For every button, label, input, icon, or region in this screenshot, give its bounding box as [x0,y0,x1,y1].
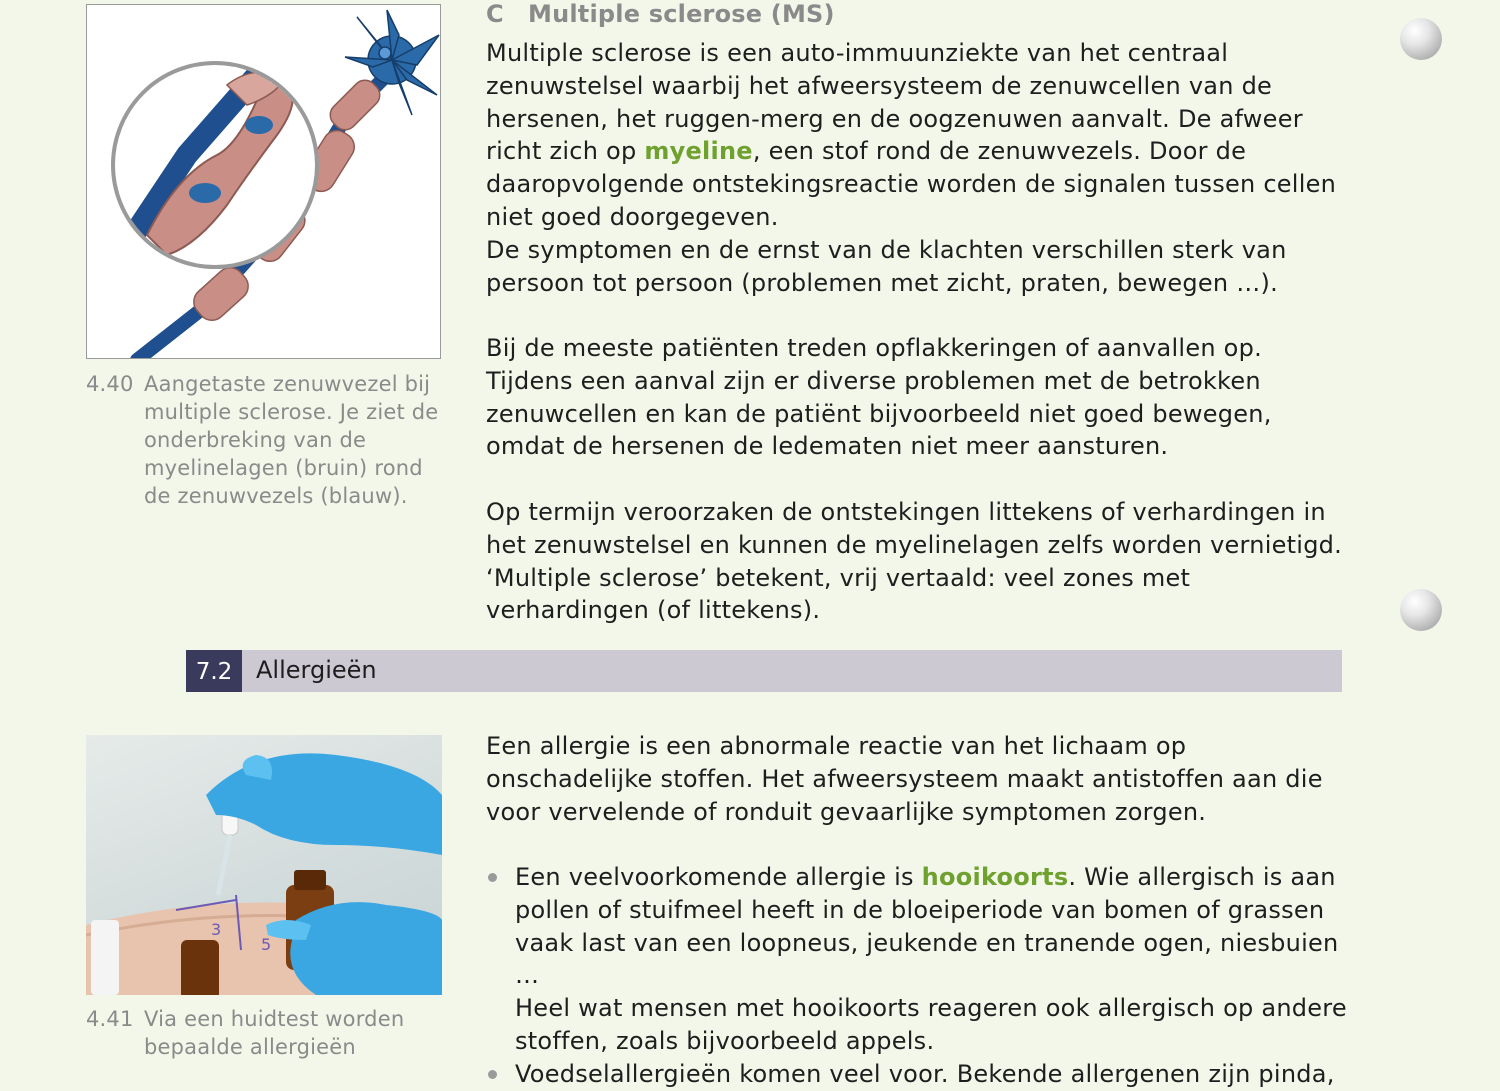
chapter-number: 7.2 [186,650,242,692]
binder-hole-top [1400,18,1442,60]
figure-4-40-caption [86,370,446,510]
allergy-intro: Een allergie is een abnormale reactie van het lichaam op onschadelijke stoffen. Het afweersysteem maakt antistoffen aan die voor vervelende of ronduit gevaarlijke symptomen zorgen. [486,732,1323,826]
nerve-fiber-illustration [87,5,441,359]
figure-skin-test [86,735,442,995]
svg-text:3: 3 [211,920,222,939]
ms-paragraph-1: Multiple sclerose is een auto-immuunziekte van het centraal zenuwstelsel waarbij het afweersysteem de zenuwcellen van de hersenen, het ruggen-merg en de oogzenuwen aanvalt. De afweer richt zich op myeline, een stof rond de zenuwvezels. Door de daaropvolgende ontstekingsreactie worden de signalen tussen cellen niet goed doorgegeven. [486,39,1337,231]
section-letter: C [486,0,504,28]
term-myeline: myeline [644,137,753,166]
figure-number: 4.41 [86,1007,134,1031]
section-title: Multiple sclerose (MS) [528,0,835,28]
bullet-dot [488,1070,497,1079]
list-item: Voedselallergieën komen veel voor. Bekende allergenen zijn pinda, [486,1058,1356,1091]
allergy-bullet-list [486,861,1356,1091]
figure-caption-text: Via een huidtest worden bepaalde allergieën [144,1007,405,1059]
list-item: Een veelvoorkomende allergie is hooikoorts. Wie allergisch is aan pollen of stuifmeel heeft in de bloeiperiode van bomen of grassen vaak last van een loopneus, jeukende en tranende ogen, niesbuien … Heel wat mensen met hooikoorts reageren ook allergisch op andere stoffen, zoals bijvoorbeeld appels. [486,861,1356,1058]
skin-test-illustration [86,735,442,995]
svg-text:5: 5 [261,935,272,954]
binder-hole-bottom [1400,589,1442,631]
figure-nerve-fiber [86,4,441,359]
figure-number: 4.40 [86,372,134,396]
ms-paragraph-2: De symptomen en de ernst van de klachten verschillen sterk van persoon tot persoon (problemen met zicht, praten, bewegen …). [486,236,1287,297]
section-heading [486,0,835,28]
ms-paragraph-3: Bij de meeste patiënten treden opflakkeringen of aanvallen op. Tijdens een aanval zijn er diverse problemen met de betrokken zenuwcellen en kan de patiënt bijvoorbeeld niet goed bewegen, omdat de hersenen de ledematen niet meer aansturen. [486,334,1272,461]
figure-caption-text: Aangetaste zenuwvezel bij multiple sclerose. Je ziet de onderbreking van de myelinelagen (bruin) rond de zenuwvezels (blauw). [144,372,439,508]
chapter-title: Allergieën [256,656,377,684]
figure-4-41-caption [86,1005,446,1061]
term-hooikoorts: hooikoorts [921,863,1069,891]
bullet-dot [488,873,497,882]
chapter-bar [186,650,1342,692]
ms-paragraph-4: Op termijn veroorzaken de ontstekingen littekens of verhardingen in het zenuwstelsel en kunnen de myelinelagen zelfs worden vernietigd. ‘Multiple sclerose’ betekent, vrij vertaald: veel zones met verhardingen (of littekens). [486,498,1343,625]
